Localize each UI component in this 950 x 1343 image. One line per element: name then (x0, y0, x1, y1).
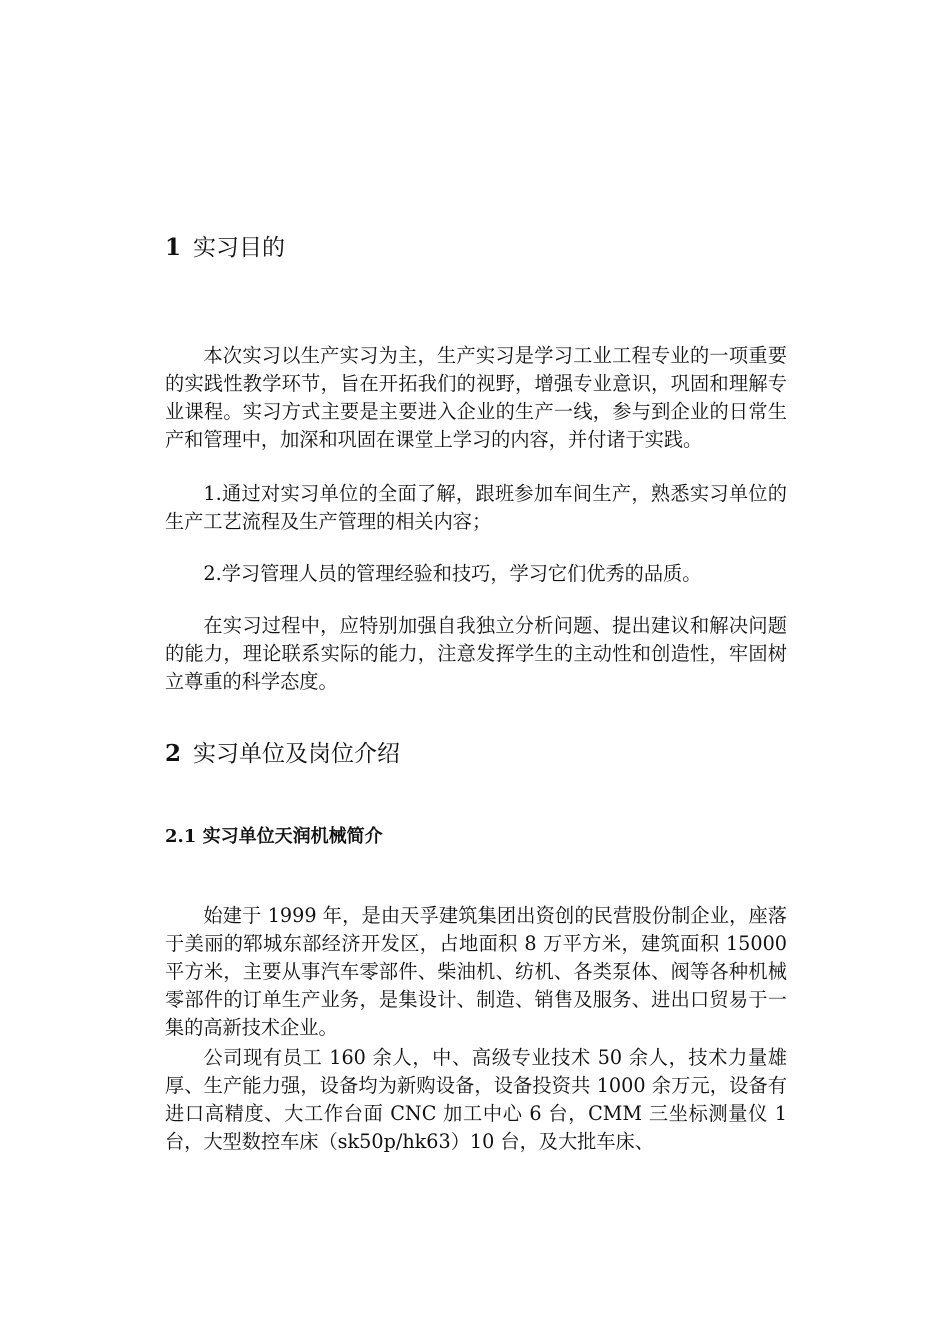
section-2-title: 实习单位及岗位介绍 (193, 741, 401, 767)
section-1-heading (165, 228, 787, 268)
section-1-number: 1 (165, 234, 182, 261)
subsection-2-1-heading: 2.1 实习单位天润机械简介 (165, 826, 383, 847)
section-2-heading (165, 734, 787, 774)
section-1-title: 实习目的 (193, 235, 286, 261)
paragraph-purpose-note: 在实习过程中，应特别加强自我独立分析问题、提出建议和解决问题的能力，理论联系实际的能力，注意发挥学生的主动性和创造性，牢固树立尊重的科学态度。 (165, 614, 787, 693)
paragraph-purpose-item-2: 2.学习管理人员的管理经验和技巧，学习它们优秀的品质。 (203, 562, 702, 585)
paragraph-company-staff-equipment: 公司现有员工 160 余人，中、高级专业技术 50 余人，技术力量雄厚、生产能力强，设备均为新购设备，设备投资共 1000 余万元，设备有进口高精度、大工作台面 CNC 加工中心 6 台，CMM 三坐标测量仪 1 台，大型数控车床（sk50p/hk63）10 台，及大批车床、 (165, 1046, 787, 1153)
paragraph-purpose-intro: 本次实习以生产实习为主，生产实习是学习工业工程专业的一项重要的实践性教学环节，旨在开拓我们的视野，增强专业意识，巩固和理解专业课程。实习方式主要是主要进入企业的生产一线，参与到企业的日常生产和管理中，加深和巩固在课堂上学习的内容，并付诸于实践。 (165, 344, 787, 451)
section-2-number: 2 (165, 740, 182, 767)
paragraph-company-overview: 始建于 1999 年，是由天孚建筑集团出资创的民营股份制企业，座落于美丽的郓城东部经济开发区，占地面积 8 万平方米，建筑面积 15000 平方米，主要从事汽车零部件、柴油机、纺机、各类泵体、阀等各种机械零部件的订单生产业务，是集设计、制造、销售及服务、进出口贸易于一集的高新技术企业。 (165, 904, 787, 1039)
document-body (165, 228, 787, 1156)
paragraph-purpose-item-1: 1.通过对实习单位的全面了解，跟班参加车间生产，熟悉实习单位的生产工艺流程及生产管理的相关内容； (165, 482, 787, 533)
